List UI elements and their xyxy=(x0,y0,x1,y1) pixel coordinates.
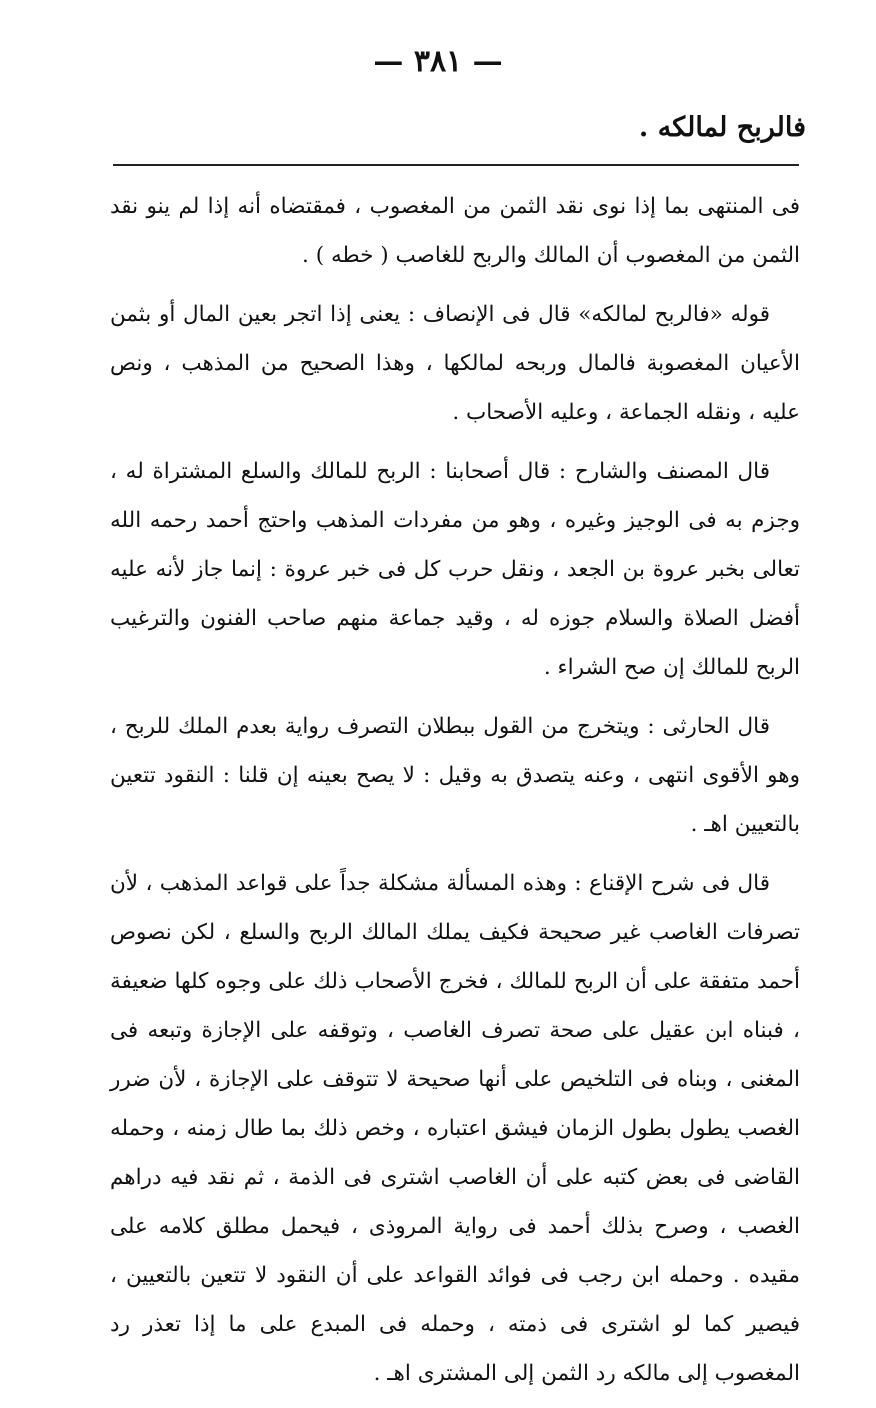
page-number: — ٣٨١ — xyxy=(373,44,503,79)
footnotes-block xyxy=(110,182,800,1408)
footnote-paragraph: قوله «فالربح لمالكه» قال فى الإنصاف : يعنى إذا اتجر بعين المال أو بثمن الأعيان المغصوبة فالمال وربحه لمالكها ، وهذا الصحيح من المذهب ، ونص عليه ، ونقله الجماعة ، وعليه الأصحاب . xyxy=(110,302,800,425)
footnote-divider xyxy=(113,164,799,166)
footnote-paragraph: قال الحارثى : ويتخرج من القول ببطلان التصرف رواية بعدم الملك للربح ، وهو الأقوى انتهى ، وعنه يتصدق به وقيل : لا يصح بعينه إن قلنا : النقود تتعين بالتعيين اهـ . xyxy=(110,714,800,837)
main-text-line: فالربح لمالكه . xyxy=(638,112,806,143)
footnote-paragraph: قال المصنف والشارح : قال أصحابنا : الربح للمالك والسلع المشتراة له ، وجزم به فى الوجيز وغيره ، وهو من مفردات المذهب واحتج أحمد رحمه الله تعالى بخبر عروة بن الجعد ، ونقل حرب كل فى خبر عروة : إنما جاز لأنه عليه أفضل الصلاة والسلام جوزه له ، وقيد جماعة منهم صاحب الفنون والترغيب الربح للمالك إن صح الشراء . xyxy=(110,459,800,680)
footnote-paragraph: قال فى شرح الإقناع : وهذه المسألة مشكلة جداً على قواعد المذهب ، لأن تصرفات الغاصب غير صحيحة فكيف يملك المالك الربح والسلع ، لكن نصوص أحمد متفقة على أن الربح للمالك ، فخرج الأصحاب ذلك على وجوه كلها ضعيفة ، فبناه ابن عقيل على صحة تصرف الغاصب ، وتوقفه على الإجازة وتبعه فى المغنى ، وبناه فى التلخيص على أنها صحيحة لا تتوقف على الإجازة ، لأن ضرر الغصب يطول بطول الزمان فيشق اعتباره ، وخص ذلك بما طال زمنه ، وحمله القاضى فى بعض كتبه على أن الغاصب اشترى فى الذمة ، ثم نقد فيه دراهم الغصب ، وصرح بذلك أحمد فى رواية المروذى ، فيحمل مطلق كلامه على مقيده . وحمله ابن رجب فى فوائد القواعد على أن النقود لا تتعين بالتعيين ، فيصير كما لو اشترى فى ذمته ، وحمله فى المبدع على ما إذا تعذر رد المغصوب إلى مالكه رد الثمن إلى المشترى اهـ . xyxy=(110,871,800,1386)
footnote-paragraph: فى المنتهى بما إذا نوى نقد الثمن من المغصوب ، فمقتضاه أنه إذا لم ينو نقد الثمن من المغصوب أن المالك والربح للغاصب ( خطه ) . xyxy=(110,194,800,268)
